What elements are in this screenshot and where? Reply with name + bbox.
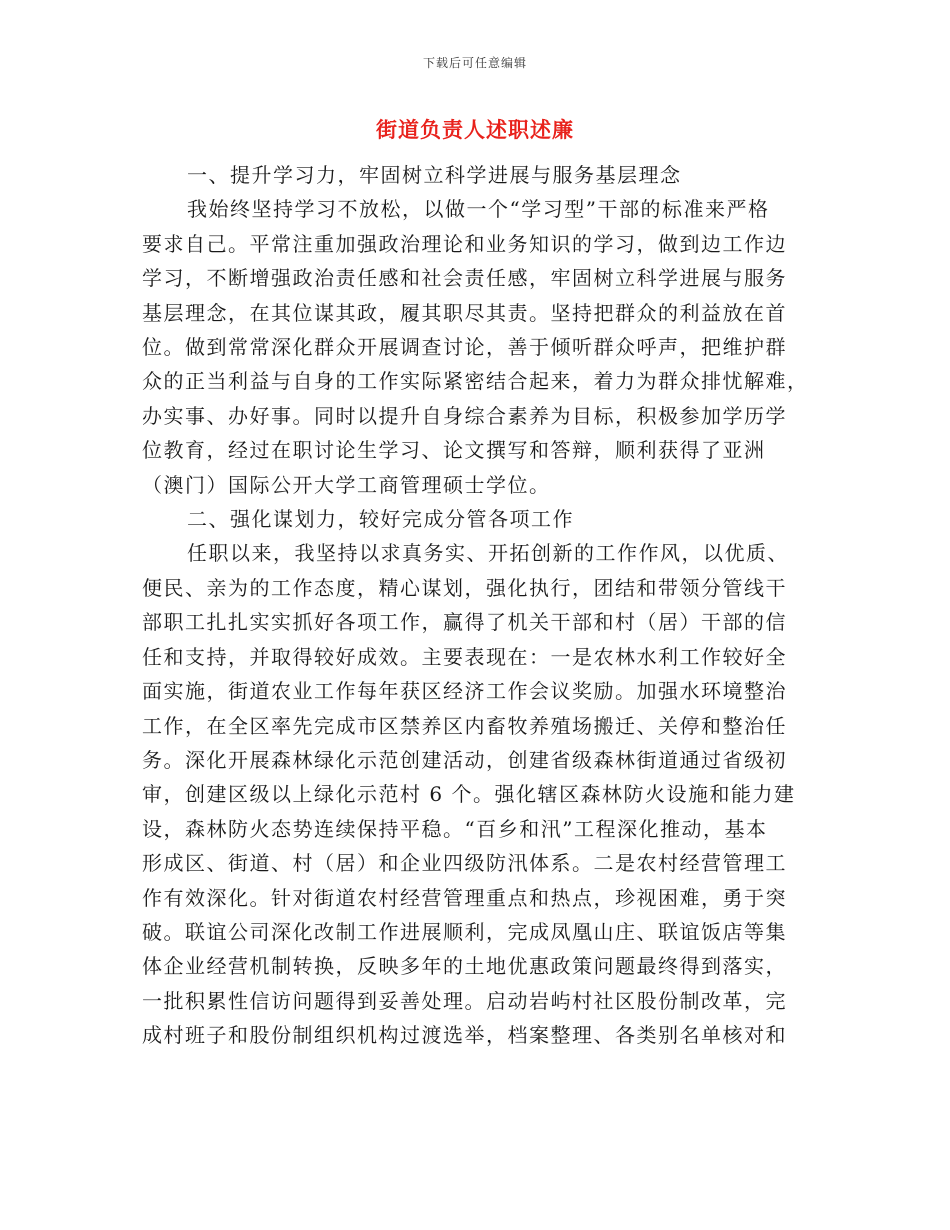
body-line: 作有效深化。针对街道农村经营管理重点和热点，珍视困难，勇于突 [142, 885, 787, 910]
body-line: 众的正当利益与自身的工作实际紧密结合起来，着力为群众排忧解难， [142, 369, 809, 394]
body-line: 任和支持，并取得较好成效。主要表现在：一是农林水利工作较好全 [142, 644, 787, 669]
body-line: 成村班子和股份制组织机构过渡选举，档案整理、各类别名单核对和 [142, 1023, 787, 1048]
document-body [142, 158, 809, 1053]
body-line: 体企业经营机制转换，反映多年的土地优惠政策问题最终得到落实， [142, 954, 787, 979]
body-line: 部职工扎扎实实抓好各项工作，赢得了机关干部和村（居）干部的信 [142, 610, 787, 635]
header-note: 下载后可任意编辑 [422, 56, 527, 70]
document-title: 街道负责人述职述廉 [376, 117, 574, 142]
body-line: 形成区、街道、村（居）和企业四级防汛体系。二是农村经营管理工 [142, 851, 787, 876]
body-line: 面实施，街道农业工作每年获区经济工作会议奖励。加强水环境整治 [142, 679, 787, 704]
body-line: 我始终坚持学习不放松，以做一个“学习型”干部的标准来严格 [187, 197, 770, 222]
body-line: （澳门）国际公开大学工商管理硕士学位。 [142, 472, 551, 497]
body-line: 二、强化谋划力，较好完成分管各项工作 [187, 507, 574, 532]
body-line: 办实事、办好事。同时以提升自身综合素养为目标，积极参加学历学 [142, 403, 787, 428]
body-line: 务。深化开展森林绿化示范创建活动，创建省级森林街道通过省级初 [142, 747, 787, 772]
body-line: 设，森林防火态势连续保持平稳。“百乡和汛”工程深化推动，基本 [142, 816, 768, 841]
body-line: 一批积累性信访问题得到妥善处理。启动岩屿村社区股份制改革，完 [142, 988, 787, 1013]
body-line: 一、提升学习力，牢固树立科学进展与服务基层理念 [187, 163, 682, 187]
body-line: 要求自己。平常注重加强政治理论和业务知识的学习，做到边工作边 [142, 231, 787, 256]
body-line: 工作，在全区率先完成市区禁养区内畜牧养殖场搬迁、关停和整治任 [142, 713, 787, 738]
body-line: 便民、亲为的工作态度，精心谋划，强化执行，团结和带领分管线干 [142, 575, 787, 600]
body-line: 破。联谊公司深化改制工作进展顺利，完成凤凰山庄、联谊饭店等集 [142, 919, 787, 944]
body-line: 位。做到常常深化群众开展调查讨论，善于倾听群众呼声，把维护群 [142, 335, 787, 360]
body-line: 学习，不断增强政治责任感和社会责任感，牢固树立科学进展与服务 [142, 266, 787, 291]
body-line: 基层理念，在其位谋其政，履其职尽其责。坚持把群众的利益放在首 [142, 300, 787, 325]
body-line: 任职以来，我坚持以求真务实、开拓创新的工作作风，以优质、 [187, 541, 789, 566]
body-line: 位教育，经过在职讨论生学习、论文撰写和答辩，顺利获得了亚洲 [142, 438, 766, 463]
body-line: 审，创建区级以上绿化示范村 6 个。强化辖区森林防火设施和能力建 [142, 782, 796, 807]
